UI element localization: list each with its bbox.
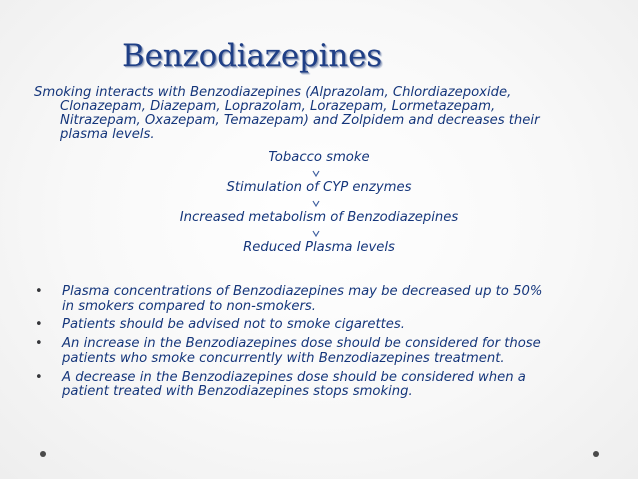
bullet-line: Patients should be advised not to smoke cigarettes.: [62, 317, 405, 333]
bullet-marker: •: [35, 317, 43, 333]
bullet-line: Plasma concentrations of Benzodiazepines may be decreased up to 50%: [62, 284, 543, 299]
bullet-item: [32, 337, 614, 366]
intro-line: Smoking interacts with Benzodiazepines (Alprazolam, Chlordiazepoxide,: [34, 85, 512, 100]
bullet-marker: •: [35, 369, 43, 385]
down-arrow-icon: [312, 170, 320, 178]
intro-line: plasma levels.: [60, 127, 155, 142]
slide-title: Benzodiazepines: [122, 38, 382, 74]
bullet-list: [32, 285, 614, 400]
bullet-line: An increase in the Benzodiazepines dose should be considered for those: [62, 336, 541, 352]
bullet-line: patient treated with Benzodiazepines stops smoking.: [62, 384, 413, 400]
flow-step-reduced-plasma: Reduced Plasma levels: [243, 240, 395, 255]
bullet-item: [32, 285, 614, 314]
down-arrow-icon: [312, 200, 320, 208]
intro-line: Nitrazepam, Oxazepam, Temazepam) and Zolpidem and decreases their: [60, 113, 540, 128]
down-arrow-icon: [312, 230, 320, 238]
bullet-marker: •: [35, 336, 43, 352]
flow-step-tobacco-smoke: Tobacco smoke: [268, 150, 370, 165]
dot-icon: [40, 451, 46, 457]
bullet-item: [32, 318, 614, 333]
flow-step-cyp-enzymes: Stimulation of CYP enzymes: [226, 180, 412, 195]
bullet-marker: •: [35, 284, 43, 299]
intro-paragraph: [34, 86, 606, 142]
bullet-line: patients who smoke concurrently with Benzodiazepines treatment.: [62, 350, 505, 366]
dot-icon: [593, 451, 599, 457]
bullet-item: [32, 371, 614, 400]
intro-line: Clonazepam, Diazepam, Loprazolam, Lorazepam, Lormetazepam,: [60, 99, 496, 114]
bullet-line: in smokers compared to non-smokers.: [62, 298, 316, 314]
flow-step-increased-metabolism: Increased metabolism of Benzodiazepines: [179, 210, 459, 225]
bullet-line: A decrease in the Benzodiazepines dose should be considered when a: [62, 369, 526, 385]
